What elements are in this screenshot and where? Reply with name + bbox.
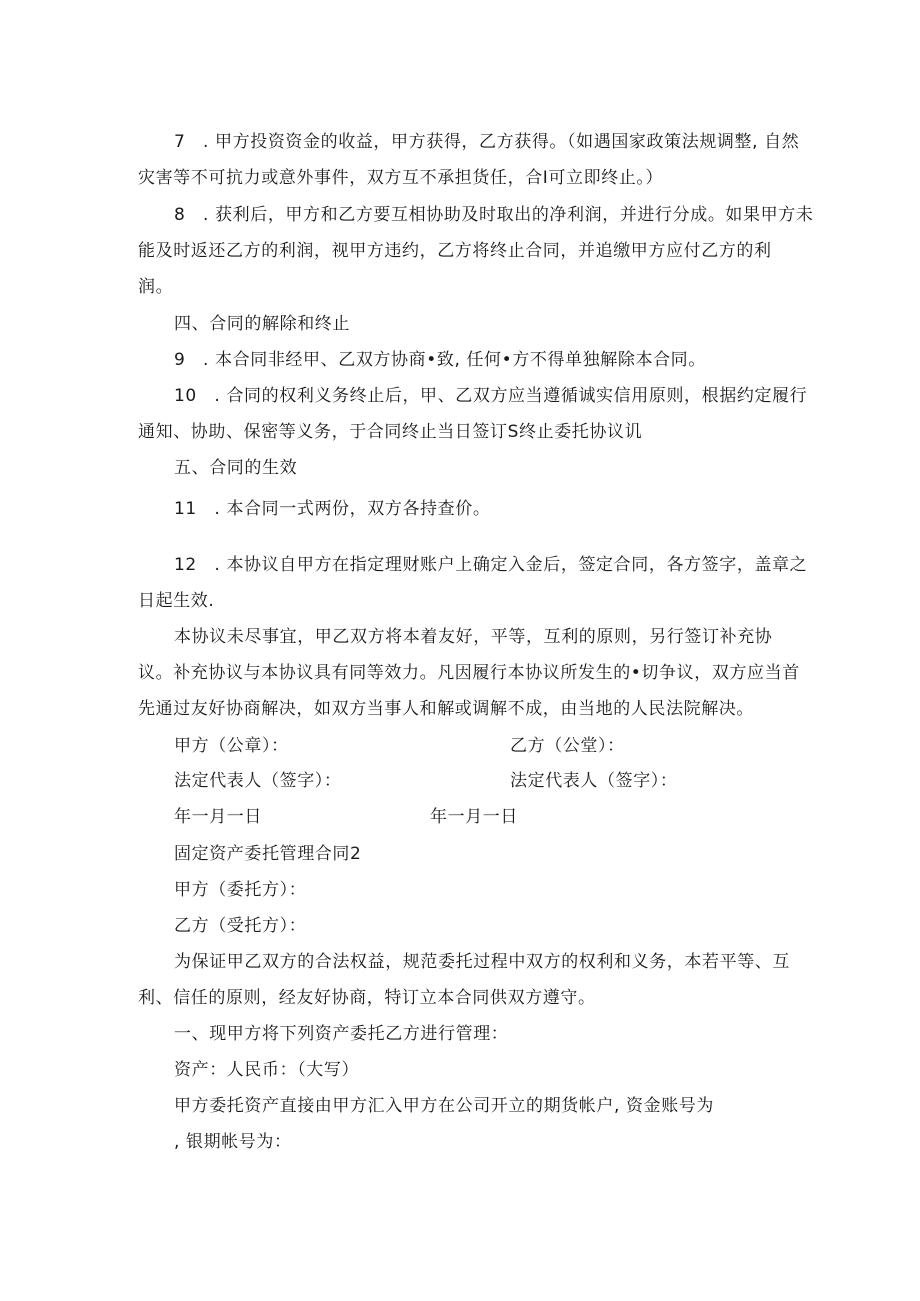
section-5-heading: 五、合同的生效	[174, 458, 298, 478]
section-4-heading: 四、合同的解除和终止	[174, 314, 350, 334]
clause-10-line-2: 通知、协助、保密等义务，于合同终止当日签订S终止委托协议讥	[138, 422, 643, 442]
contract-2-section-1-heading: 一、现甲方将下列资产委托乙方进行管理：	[174, 1024, 509, 1044]
contract-2-party-b: 乙方（受托方）：	[174, 916, 307, 936]
clause-11: 11 . 本合同一式两份，双方各持查价。	[174, 499, 491, 519]
party-b-seal: 乙方（公堂）：	[510, 736, 625, 756]
account-line-1: 甲方委托资产直接由甲方汇入甲方在公司开立的期货帐户, 资金账号为	[174, 1096, 715, 1116]
party-b-date: 年一月一日	[430, 807, 518, 827]
contract-2-title: 固定资产委托管理合同2	[174, 844, 362, 864]
clause-12-line-1: 12 . 本协议自甲方在指定理财账户上确定入金后，签定合同，各方签字，盖章之	[174, 555, 808, 575]
clause-12-line-2: 日起生效.	[138, 591, 215, 611]
clause-7-line-2: 灾害等不可抗力或意外事件，双方互不承担货任，合I可立即终止。）	[138, 168, 664, 188]
clause-10-line-1: 10 . 合同的权利义务终止后，甲、乙双方应当遵循诚实信用原则，根据约定履行	[174, 386, 808, 406]
contract-2-party-a: 甲方（委托方）：	[174, 880, 307, 900]
supplement-line-3: 先通过友好协商解决，如双方当事人和解或调解不成，由当地的人民法院解决。	[138, 699, 754, 719]
supplement-line-1: 本协议未尽事宜，甲乙双方将本着友好，平等，互利的原则，另行签订补充协	[174, 627, 773, 647]
clause-8-line-3: 润。	[138, 277, 174, 297]
clause-9: 9 . 本合同非经甲、乙双方协商•致, 任何•方不得单独解除本合同。	[174, 350, 706, 370]
party-a-seal: 甲方（公章）：	[174, 736, 289, 756]
clause-7-line-1: 7 . 甲方投资资金的收益，甲方获得，乙方获得。（如遇国家政策法规调整, 自然	[174, 132, 800, 152]
supplement-line-2: 议。补充协议与本协议具有同等效力。凡因履行本协议所发生的•切争议，双方应当首	[138, 663, 800, 683]
party-b-representative: 法定代表人（签字）：	[510, 771, 678, 791]
account-line-2: , 银期帐号为：	[174, 1132, 292, 1152]
assets-line: 资产：人民币：（大写）	[174, 1060, 360, 1080]
party-a-representative: 法定代表人（签字）：	[174, 771, 342, 791]
clause-8-line-2: 能及时返还乙方的利润，视甲方违约，乙方将终止合同，并追缴甲方应付乙方的利	[138, 241, 772, 261]
preamble-line-1: 为保证甲乙双方的合法权益，规范委托过程中双方的权利和义务，本若平等、互	[174, 952, 790, 972]
party-a-date: 年一月一日	[174, 807, 262, 827]
clause-8-line-1: 8 . 获利后，甲方和乙方要互相协助及时取出的净利润，并进行分成。如果甲方未	[174, 205, 814, 225]
preamble-line-2: 利、信任的原则，经友好协商，特订立本合同供双方遵守。	[138, 988, 596, 1008]
